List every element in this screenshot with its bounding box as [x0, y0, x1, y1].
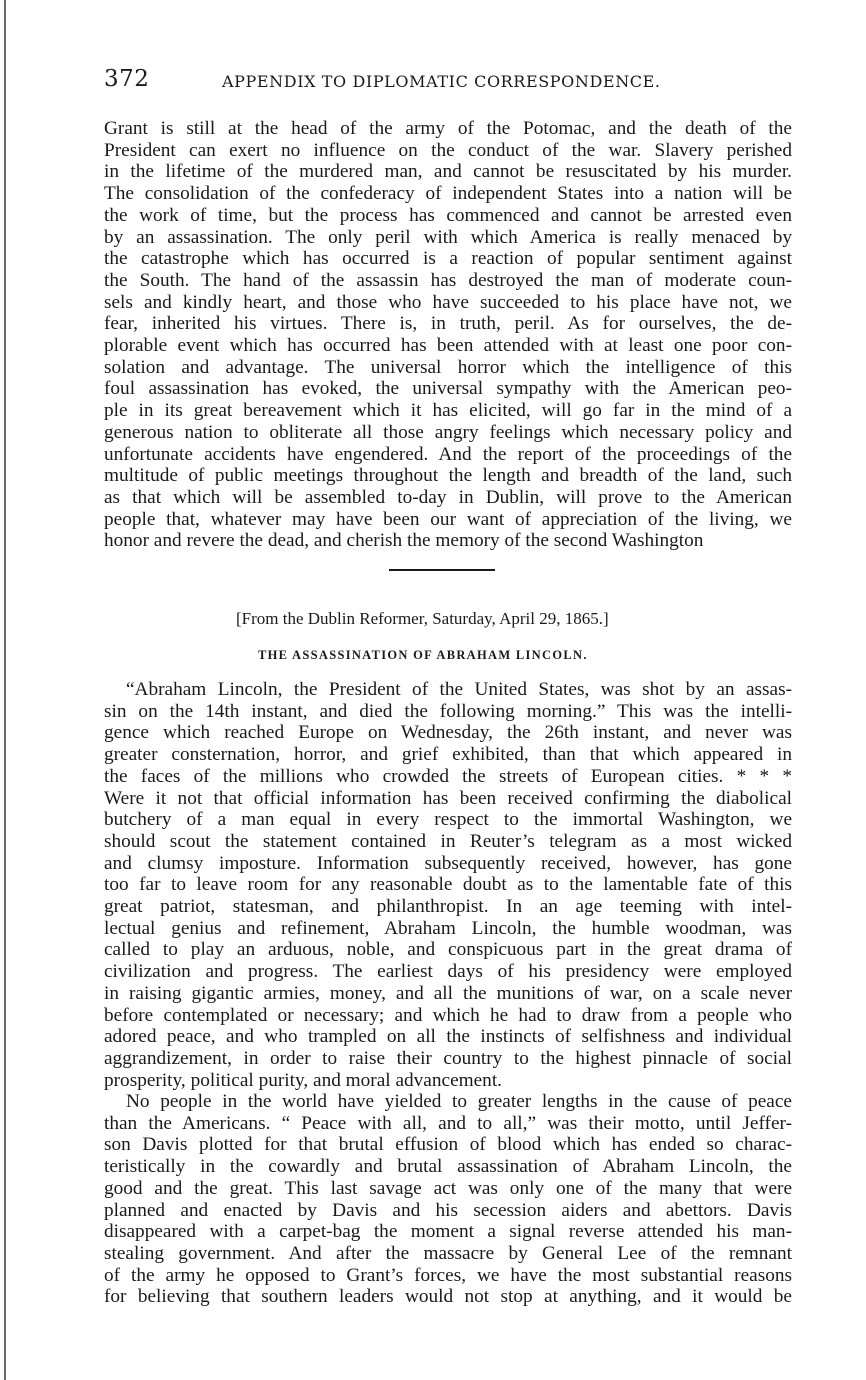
text-line: planned and enacted by Davis and his secession aiders and abettors. Davis — [104, 1199, 792, 1221]
text-line: before contemplated or necessary; and which he had to draw from a people who — [104, 1004, 792, 1026]
text-line: butchery of a man equal in every respect to the immortal Washington, we — [104, 809, 792, 831]
text-line: generous nation to obliterate all those angry feelings which necessary policy and — [104, 421, 792, 443]
text-line: the South. The hand of the assassin has destroyed the man of moderate coun- — [104, 269, 792, 291]
text-line: No people in the world have yielded to greater lengths in the cause of peace — [126, 1091, 792, 1112]
text-line: civilization and progress. The earliest days of his presidency were employed — [104, 961, 792, 983]
text-line: the catastrophe which has occurred is a reaction of popular sentiment against — [104, 248, 792, 270]
text-line: great patriot, statesman, and philanthropist. In an age teeming with intel- — [104, 896, 792, 918]
text-line: solation and advantage. The universal horror which the intelligence of this — [104, 356, 792, 378]
text-line: teristically in the cowardly and brutal assassination of Abraham Lincoln, the — [104, 1156, 792, 1178]
continued-article-text — [104, 118, 792, 552]
text-line: greater consternation, horror, and grief exhibited, than that which appeared in — [104, 744, 792, 766]
text-line: Grant is still at the head of the army of the Potomac, and the death of the — [104, 118, 792, 139]
text-line: in the lifetime of the murdered man, and cannot be resuscitated by his murder. — [104, 161, 792, 183]
article-source: [From the Dublin Reformer, Saturday, April 29, 1865.] — [236, 609, 609, 628]
running-head: APPENDIX TO DIPLOMATIC CORRESPONDENCE. — [222, 72, 661, 91]
text-line: stealing government. And after the massacre by General Lee of the remnant — [104, 1242, 792, 1264]
text-line: honor and revere the dead, and cherish the memory of the second Washington — [104, 530, 704, 552]
text-line: and clumsy imposture. Information subsequently received, however, has gone — [104, 852, 792, 874]
text-line: adored peace, and who trampled on all the instincts of selfishness and individual — [104, 1026, 792, 1048]
text-line: fear, inherited his virtues. There is, in truth, peril. As for ourselves, the de- — [104, 313, 792, 335]
text-line: foul assassination has evoked, the universal sympathy with the American peo- — [104, 378, 792, 400]
text-line: President can exert no influence on the conduct of the war. Slavery perished — [104, 139, 792, 161]
page-edge-rule — [4, 0, 6, 1380]
article-paragraph-2 — [104, 1091, 792, 1308]
text-line: unfortunate accidents have engendered. And the report of the proceedings of the — [104, 443, 792, 465]
text-line: than the Americans. “ Peace with all, and to all,” was their motto, until Jeffer- — [104, 1112, 792, 1134]
text-line: The consolidation of the confederacy of independent States into a nation will be — [104, 183, 792, 205]
text-line: the work of time, but the process has commenced and cannot be arrested even — [104, 204, 792, 226]
text-line: multitude of public meetings throughout the length and breadth of the land, such — [104, 465, 792, 487]
text-line: ple in its great bereavement which it has elicited, will go far in the mind of a — [104, 400, 792, 422]
text-line: disappeared with a carpet-bag the moment a signal reverse attended his man- — [104, 1221, 792, 1243]
text-line: lectual genius and refinement, Abraham Lincoln, the humble woodman, was — [104, 917, 792, 939]
text-line: as that which will be assembled to-day in Dublin, will prove to the American — [104, 486, 792, 508]
article-title: THE ASSASSINATION OF ABRAHAM LINCOLN. — [258, 648, 588, 662]
text-line: too far to leave room for any reasonable doubt as to the lamentable fate of this — [104, 874, 792, 896]
text-line: “Abraham Lincoln, the President of the United States, was shot by an assas- — [126, 679, 792, 700]
text-line: for believing that southern leaders would not stop at anything, and it would be — [104, 1286, 792, 1308]
article-paragraph-1 — [104, 679, 792, 1091]
section-divider — [389, 569, 495, 571]
text-line: should scout the statement contained in Reuter’s telegram as a most wicked — [104, 830, 792, 852]
text-line: prosperity, political purity, and moral advancement. — [104, 1069, 502, 1091]
text-line: good and the great. This last savage act was only one of the many that were — [104, 1177, 792, 1199]
text-line: Were it not that official information has been received confirming the diabolical — [104, 787, 792, 809]
text-line: sin on the 14th instant, and died the following morning.” This was the intelli- — [104, 700, 792, 722]
page-number: 372 — [104, 66, 150, 92]
text-line: sels and kindly heart, and those who have succeeded to his place have not, we — [104, 291, 792, 313]
text-line: of the army he opposed to Grant’s forces, we have the most substantial reasons — [104, 1264, 792, 1286]
text-line: plorable event which has occurred has been attended with at least one poor con- — [104, 335, 792, 357]
text-line: aggrandizement, in order to raise their country to the highest pinnacle of social — [104, 1047, 792, 1069]
text-line: by an assassination. The only peril with which America is really menaced by — [104, 226, 792, 248]
text-line: the faces of the millions who crowded the streets of European cities. * * * — [104, 765, 792, 787]
text-line: called to play an arduous, noble, and conspicuous part in the great drama of — [104, 939, 792, 961]
text-line: people that, whatever may have been our want of appreciation of the living, we — [104, 508, 792, 530]
text-line: gence which reached Europe on Wednesday, the 26th instant, and never was — [104, 722, 792, 744]
text-line: son Davis plotted for that brutal effusion of blood which has ended so charac- — [104, 1134, 792, 1156]
text-line: in raising gigantic armies, money, and all the munitions of war, on a scale never — [104, 982, 792, 1004]
